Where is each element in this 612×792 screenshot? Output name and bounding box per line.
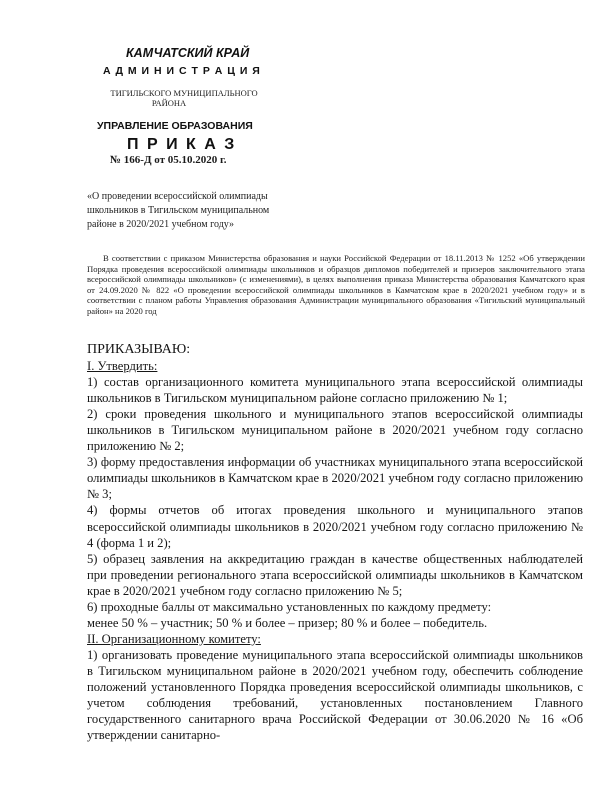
section-1-item-3: 3) форму предоставления информации об участниках муниципального этапа всероссийской олимпиады школьников в Камчатском крае в 2020/2021 учебном году согласно приложению № 3;	[87, 455, 583, 502]
section-1-item-6-line-2: менее 50 % – участник; 50 % и более – призер; 80 % и более – победитель.	[87, 615, 488, 630]
section-1-item-2: 2) сроки проведения школьного и муниципального этапов всероссийской олимпиады школьников в Тигильском муниципальном районе в 2020/2021 учебном году согласно приложению № 2;	[87, 407, 583, 454]
subject-line-2: школьников в Тигильском муниципальном	[87, 205, 270, 216]
subject-line-3: районе в 2020/2021 учебном году»	[87, 219, 235, 230]
section-1-item-5: 5) образец заявления на аккредитацию граждан в качестве общественных наблюдателей при проведении регионального этапа всероссийской олимпиады школьников в Камчатском крае в 2020/2021 учебном году согласно приложению № 5;	[87, 551, 583, 598]
section-1-item-1: 1) состав организационного комитета муниципального этапа всероссийской олимпиады школьников в Тигильском муниципальном районе согласно приложению № 1;	[87, 375, 583, 406]
section-2-title: II. Организационному комитету:	[87, 631, 261, 646]
order-body	[87, 342, 583, 743]
section-1-title: I. Утвердить:	[87, 359, 158, 374]
administration-heading: А Д М И Н И С Т Р А Ц И Я	[103, 65, 261, 77]
section-1-item-6-line-1: 6) проходные баллы от максимально установленных по каждому предмету:	[87, 599, 492, 614]
region-heading: КАМЧАТСКИЙ КРАЙ	[126, 46, 250, 60]
order-subject	[87, 190, 327, 232]
section-2-item-1: 1) организовать проведение муниципального этапа всероссийской олимпиады школьников в Тигильском муниципальном районе в 2020/2021 учебном году, обеспечить соблюдение положений установленного Порядка проведения всероссийской олимпиады школьников, с учетом соблюдения требований, установленных постановлением Главного государственного санитарного врача Российской Федерации от 30.06.2020 № 16 «Об утверждении санитарно-	[87, 647, 583, 743]
doc-number: № 166-Д от 05.10.2020 г.	[110, 154, 227, 166]
section-1-item-4: 4) формы отчетов об итогах проведения школьного и муниципального этапов всероссийской олимпиады школьников в 2020/2021 учебном году согласно приложению № 4 (форма 1 и 2);	[87, 503, 583, 550]
department-heading: УПРАВЛЕНИЕ ОБРАЗОВАНИЯ	[97, 120, 253, 132]
subject-line-1: «О проведении всероссийской олимпиады	[87, 191, 268, 202]
doc-type-heading: П Р И К А З	[127, 136, 237, 153]
district-line-2: РАЙОНА	[151, 98, 187, 108]
district-line-1: ТИГИЛЬСКОГО МУНИЦИПАЛЬНОГО	[110, 88, 258, 98]
preamble-text: В соответствии с приказом Министерства образования и науки Российской Федерации от 18.11.2013 № 1252 «Об утверждении Порядка проведения всероссийской олимпиады школьников и образцов дипломов победителей и призеров заключительного этапа всероссийской олимпиады школьников» (с изменениями), в целях выполнения приказа Министерства образования Камчатского края от 24.09.2020 № 822 «О проведении всероссийской олимпиады школьников в Камчатском крае в 2020/2021 учебном году» и в соответствии с планом работы Управления образования Администрации муниципального образования «Тигильский муниципальный район» на 2020 год	[87, 253, 585, 316]
order-word: ПРИКАЗЫВАЮ:	[87, 342, 191, 357]
